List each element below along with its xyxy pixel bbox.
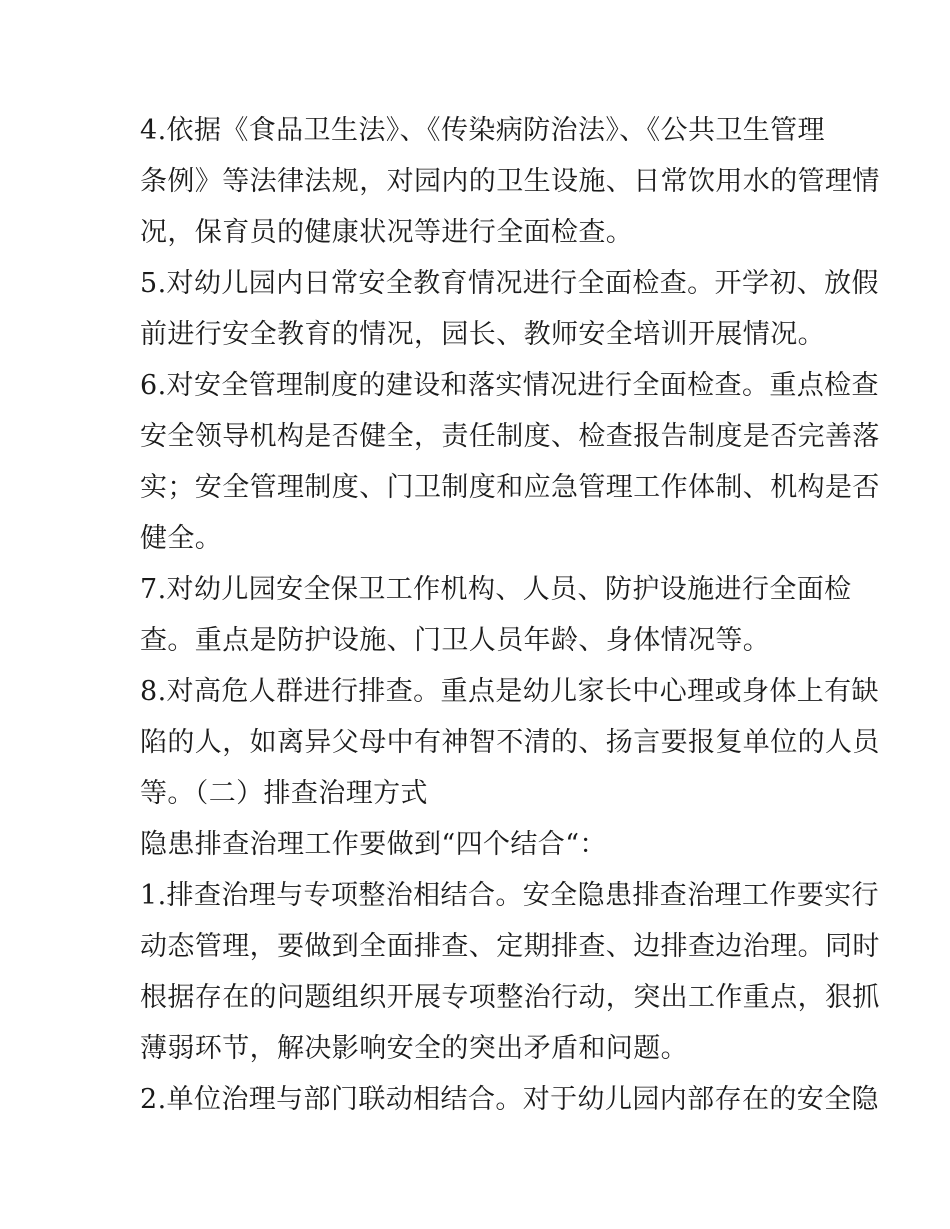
text-line: 动态管理，要做到全面排查、定期排查、边排查边治理。同时	[140, 931, 880, 962]
text-line: 陷的人，如离异父母中有神智不清的、扬言要报复单位的人员	[140, 727, 880, 758]
text-line: 4.依据《食品卫生法》、《传染病防治法》、《公共卫生管理	[140, 115, 825, 146]
text-line: 隐患排查治理工作要做到“四个结合“：	[140, 829, 607, 860]
text-line: 况，保育员的健康状况等进行全面检查。	[140, 217, 634, 248]
text-line: 安全领导机构是否健全，责任制度、检查报告制度是否完善落	[140, 421, 880, 452]
text-line: 实；安全管理制度、门卫制度和应急管理工作体制、机构是否	[140, 472, 880, 503]
body-text	[140, 105, 880, 1125]
text-line: 2.单位治理与部门联动相结合。对于幼儿园内部存在的安全隐	[140, 1084, 879, 1115]
text-line: 查。重点是防护设施、门卫人员年龄、身体情况等。	[140, 625, 771, 656]
text-line: 根据存在的问题组织开展专项整治行动，突出工作重点，狠抓	[140, 982, 880, 1013]
text-line: 1.排查治理与专项整治相结合。安全隐患排查治理工作要实行	[140, 880, 879, 911]
text-line: 等。（二）排查治理方式	[140, 778, 428, 809]
text-line: 6.对安全管理制度的建设和落实情况进行全面检查。重点检查	[140, 370, 879, 401]
text-line: 薄弱环节，解决影响安全的突出矛盾和问题。	[140, 1033, 688, 1064]
text-line: 7.对幼儿园安全保卫工作机构、人员、防护设施进行全面检	[140, 574, 852, 605]
text-line: 健全。	[140, 523, 223, 554]
text-line: 条例》等法律法规，对园内的卫生设施、日常饮用水的管理情	[140, 166, 880, 197]
text-line: 5.对幼儿园内日常安全教育情况进行全面检查。开学初、放假	[140, 268, 879, 299]
text-line: 前进行安全教育的情况，园长、教师安全培训开展情况。	[140, 319, 825, 350]
text-line: 8.对高危人群进行排查。重点是幼儿家长中心理或身体上有缺	[140, 676, 879, 707]
